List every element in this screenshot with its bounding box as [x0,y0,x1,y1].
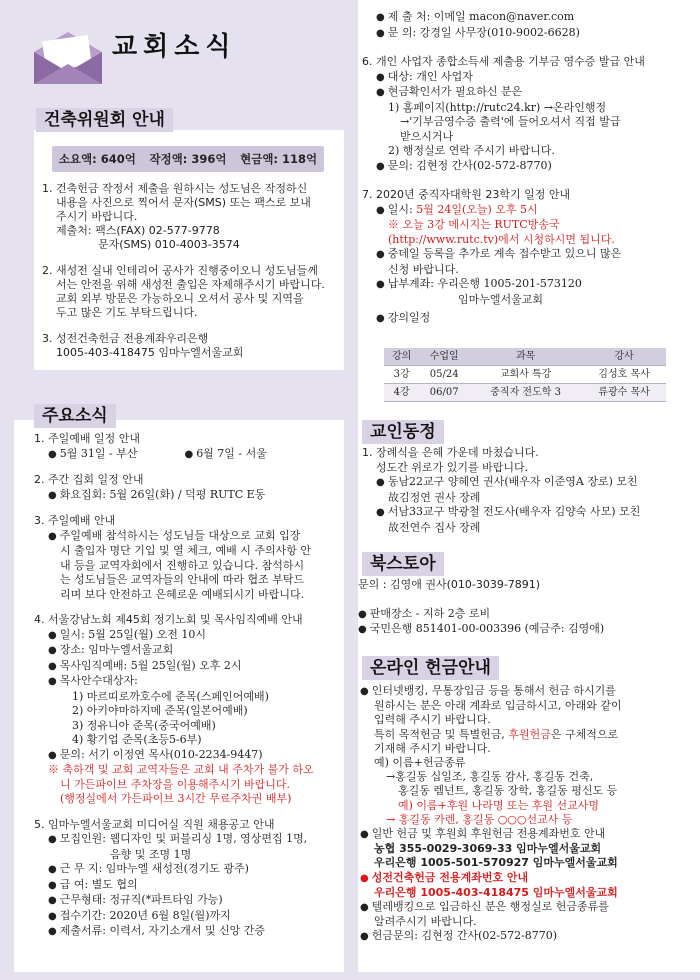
building-item-line: 교회 외부 방문은 가능하오니 오셔서 공사 및 지역을 [56,292,304,305]
building-items [42,182,342,360]
news-line: ● 주일예배 참석하시는 성도님들 대상으로 교회 입장 [34,529,350,545]
seminary-notice: ※ 오늘 3강 메시지는 RUTC방송국 [388,218,560,231]
amount-cash: 현금액: 118억 [240,151,318,166]
online-line: 예) 이름+후원 나라명 또는 후원 선교사명 [398,798,600,812]
online-line: ● 인터넷뱅킹, 무통장입금 등을 통해서 헌금 하시기를 [360,684,694,699]
seminary-notice: (http://www.rutc.tv)에서 시청하시면 됩니다. [388,232,615,246]
seminary-line: 신청 바랍니다. [388,262,459,276]
building-item-line: 문자(SMS) 010-4003-3574 [98,238,240,251]
bookstore-line: ● 국민은행 851401-00-003396 (예금주: 김영애) [358,622,692,638]
online-line: 원하시는 분은 아래 계좌로 입금하시고, 아래와 같이 [374,699,622,713]
tax-line: ● 문의: 김현정 간사(02-572-8770) [362,159,692,175]
news-line: ● 근 무 지: 임마누엘 새성전(경기도 광주) [34,862,350,878]
building-item-line: 내용을 사진으로 찍어서 문자(SMS) 또는 팩스로 보내 [56,196,311,209]
table-header: 과목 [469,348,582,366]
online-line: ● 헌금문의: 김현정 간사(02-572-8770) [360,929,694,944]
table-row [384,384,666,402]
tax-line: 받으시거나 [400,129,454,143]
news-line [34,447,350,463]
building-item-line: 서는 안전을 위해 새성전 출입은 자제해주시기 바랍니다. [56,278,325,291]
condolence-body [362,446,696,535]
online-line: 예) 이름+헌금종류 [374,756,466,770]
news-line: ● 목사임직예배: 5월 25일(월) 오후 2시 [34,659,350,675]
news-notice: (행정실에서 가든파이브 3시간 무료주차권 배부) [60,792,292,805]
news-line: ● 근무형태: 정규직(*파트타임 가능) [34,893,350,909]
table-cell: 교회사 특강 [469,366,582,384]
tax-line: ● 현금확인서가 필요하신 분은 [362,85,692,101]
table-cell: 06/07 [419,384,469,402]
building-item-line: 1. 건축헌금 작정서 제출을 원하시는 성도님은 작정하신 [42,182,308,195]
tax-title: 6. 개인 사업자 종합소득세 제출용 기부금 영수증 발급 안내 [362,55,645,68]
online-line: →홍길동 십일조, 홍길동 감사, 홍길동 건축, [386,770,594,784]
date-label: 일시: [387,202,417,216]
online-line [360,728,694,742]
bottom-bar [0,972,700,980]
seminary-line: ● 강의일정 [362,311,692,327]
amount-box [52,146,324,172]
bookstore-heading: 북스토아 [362,552,444,576]
tax-line: →'기부금영수증 출력'에 들어오셔서 직접 발급 [400,115,621,128]
online-account: 우리은행 1005-501-570927 임마누엘서울교회 [374,856,618,870]
table-cell: 05/24 [419,366,469,384]
condolence-title: 성도간 위로가 있기를 바랍니다. [376,460,529,474]
seminary-title: 7. 2020년 중직자대학원 23학기 일정 안내 [362,188,571,201]
schedule-busan: ● 5월 31일 - 부산 [48,447,137,460]
seminary-line: 임마누엘서울교회 [458,292,544,306]
news-line: ● 화요집회: 5월 26일(화) / 덕평 RUTC E동 [34,488,350,504]
online-line: 홍길동 렘넌트, 홍길동 장학, 홍길동 평신도 등 [398,784,618,798]
building-item-line: 2. 새성전 실내 인테리어 공사가 진행중이오니 성도님들께 [42,264,318,277]
online-heading: 온라인 헌금안내 [362,656,499,680]
table-cell: 김성호 목사 [582,366,666,384]
building-item-line: 제출처: 팩스(FAX) 02-577-9778 [56,224,220,237]
online-account-red: ● 성전건축헌금 전용계좌번호 안내 [360,871,694,886]
news-line: 리며 보다 안전하고 은혜로운 예배되시기 바랍니다. [60,587,305,601]
news-title: 2. 주간 집회 일정 안내 [34,473,144,486]
news-title: 3. 주일예배 안내 [34,514,116,527]
news-notice: 니 가든파이브 주차장을 이용해주시기 바랍니다. [60,777,291,791]
online-line: 입력해 주시기 바랍니다. [374,713,491,727]
news-line: 는 성도님들은 교역자들의 안내에 따라 협조 부탁드 [60,573,305,586]
table-cell: 중직자 전도학 3 [469,384,582,402]
building-item-line: 두고 많은 기도 부탁드립니다. [56,306,198,319]
condolence-heading: 교인동정 [362,420,444,444]
news-line: 시 출입자 명단 기입 및 열 체크, 예배 시 주의사항 안 [60,544,311,557]
condolence-item: ● 동남22교구 양혜연 권사(배우자 이준영A 장로) 모친 [362,475,696,491]
online-account-red: 우리은행 1005-403-418475 임마누엘서울교회 [374,885,618,899]
condolence-item: 故전연수 집사 장례 [388,520,481,534]
amount-required: 소요액: 640억 [58,151,136,166]
schedule-seoul: ● 6월 7일 - 서울 [184,447,266,460]
building-item-line: 3. 성전건축헌금 전용계좌우리은행 [42,332,209,345]
right-top [362,10,692,327]
online-text: 은 구체적으로 [550,727,619,741]
news-line: 4) 황기업 준목(초등5-6부) [72,733,202,746]
lecture-table [384,348,666,402]
building-item-line: 주시기 바랍니다. [56,210,138,223]
main-news-body [34,432,350,940]
contact-line: ● 문 의: 강경일 사무장(010-9002-6628) [362,26,692,42]
news-notice: ※ 축하객 및 교회 교역자들은 교회 내 주차가 불가 하오 [48,763,314,776]
condolence-item: 故김정연 권사 장례 [388,490,481,504]
submit-email: ● 제 출 처: 이메일 macon@naver.com [362,10,692,26]
seminary-line [362,203,692,219]
tax-line: 2) 행정실로 연락 주시기 바랍니다. [388,144,555,157]
table-cell: 류광수 목사 [582,384,666,402]
news-title: 5. 임마누엘서울교회 미디어실 직원 채용공고 안내 [34,817,275,831]
tax-line: 1) 홈페이지(http://rutc24.kr) →온라인행정 [388,100,607,114]
date-value: 5월 24일(오늘) 오후 5시 [416,202,538,216]
news-line: ● 목사안수대상자: [34,674,350,690]
table-header: 수업일 [419,348,469,366]
news-line: ● 모집인원: 웹디자인 및 퍼블리싱 1명, 영상편집 1명, [34,832,350,848]
news-line: ● 접수기간: 2020년 6월 8일(월)까지 [34,909,350,925]
news-line: ● 급 여: 별도 협의 [34,878,350,894]
seminary-line: ● 납부계좌: 우리은행 1005-201-573120 [362,277,692,293]
news-title: 1. 주일예배 일정 안내 [34,432,140,445]
bookstore-line: ● 판매장소 - 지하 2층 로비 [358,607,692,623]
online-text: 특히 목적헌금 및 특별헌금, [374,727,509,741]
news-title: 4. 서울강남노회 제45회 정기노회 및 목사임직예배 안내 [34,613,303,626]
table-header-row [384,348,666,366]
online-body [360,684,694,945]
table-cell: 3강 [384,366,419,384]
table-cell: 4강 [384,384,419,402]
main-news-heading: 주요소식 [34,404,116,428]
tax-line: ● 대상: 개인 사업자 [362,70,692,86]
building-item-line: 1005-403-418475 임마누엘서울교회 [56,346,244,359]
news-line: ● 일시: 5월 25일(월) 오전 10시 [34,628,350,644]
news-line: ● 제출서류: 이력서, 자기소개서 및 신앙 간증 [34,924,350,940]
envelope-icon [30,30,106,86]
table-header: 강의 [384,348,419,366]
news-line: 내 등을 교역자회에서 진행하고 있습니다. 참석하시 [60,558,305,572]
news-line: 2) 아키야마하지메 준목(일본어예배) [72,704,248,717]
online-line: 알려주시기 바랍니다. [374,915,477,929]
online-account: 농협 355-0029-3069-33 임마누엘서울교회 [374,842,602,856]
news-line: 음향 및 조명 1명 [110,847,192,861]
news-line: 3) 정유니아 준목(중국어예배) [72,718,216,732]
condolence-title: 1. 장례식을 은혜 가운데 마쳤습니다. [362,446,539,459]
table-header: 강사 [582,348,666,366]
seminary-line: ● 중데일 등록을 추가로 계속 접수받고 있으니 많은 [362,247,692,263]
condolence-item: ● 서남33교구 박광철 전도사(배우자 김양숙 사모) 모친 [362,505,696,521]
bookstore-contact: 문의 : 김영애 권사(010-3039-7891) [358,578,541,591]
table-row [384,366,666,384]
online-line: ● 일반 헌금 및 후원회 후원헌금 전용계좌번호 안내 [360,827,694,842]
online-line: → 홍길동 카렌, 홍길동 ○○○선교사 등 [386,812,573,826]
news-line: ● 장소: 임마누엘서울교회 [34,643,350,659]
news-line: 1) 마르띠로까호수에 준목(스페인어예배) [72,689,269,703]
bookstore-body [358,578,692,638]
news-line: ● 문의: 서기 이정연 목사(010-2234-9447) [34,748,350,764]
building-heading: 건축위원회 안내 [36,108,173,132]
amount-pledged: 작정액: 396억 [149,151,227,166]
online-line: ● 텔레뱅킹으로 입금하신 분은 행정실로 헌금종류를 [360,900,694,915]
online-line: 기재해 주시기 바랍니다. [374,741,491,755]
online-text-red: 후원헌금 [508,727,551,741]
page-title: 교회소식 [112,32,237,62]
